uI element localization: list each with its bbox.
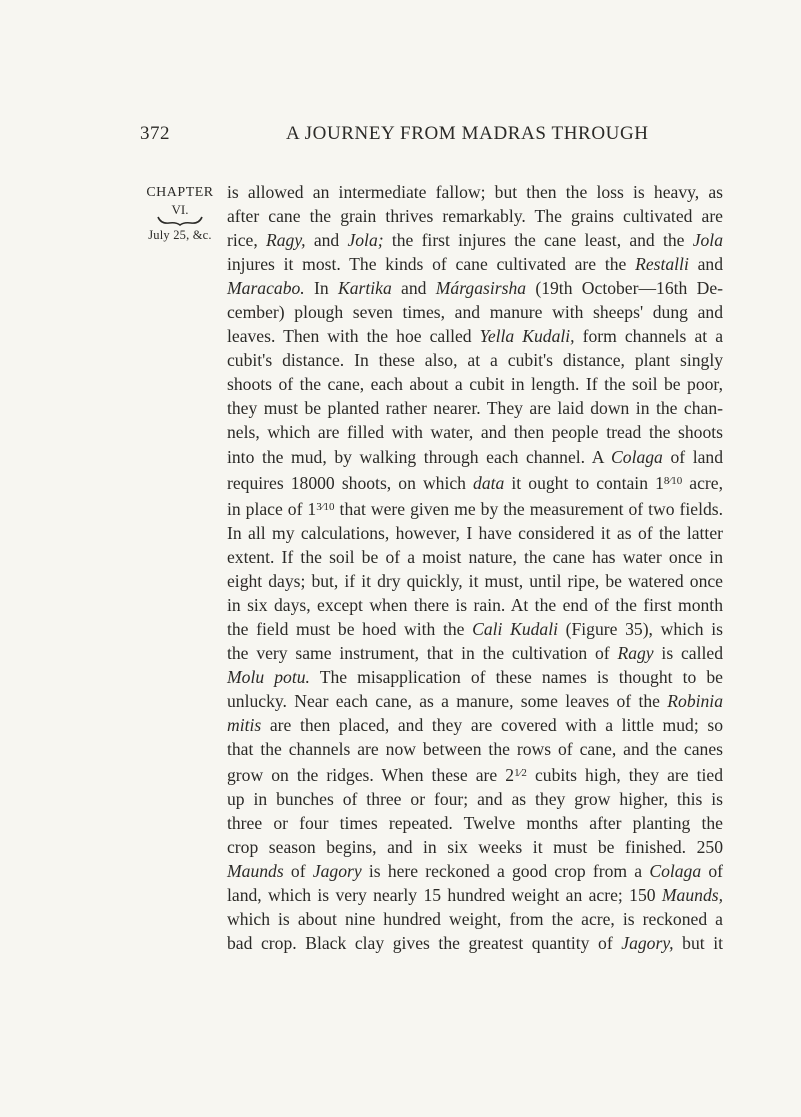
italic-text: Jola <box>692 230 723 251</box>
text-segment: unlucky. Near each cane, as a manure, some leaves of the <box>227 690 668 711</box>
italic-text: Colaga <box>649 861 702 882</box>
fraction: 3⁄10 <box>316 500 335 513</box>
text-line <box>227 300 723 324</box>
text-line <box>227 324 723 348</box>
text-segment: after cane the grain thrives remarkably. The grains cultivated are <box>227 206 723 227</box>
text-segment: eight days; but, if it dry quickly, it must, until ripe, be watered once <box>227 570 723 591</box>
text-line <box>227 931 723 955</box>
text-segment: and <box>391 278 436 299</box>
text-segment: extent. If the soil be of a moist nature, the cane has water once in <box>227 546 723 567</box>
italic-text: Yella Kudali, <box>479 326 575 347</box>
italic-text: Maunds, <box>661 885 723 906</box>
margin-chapter-number: VI. <box>171 202 189 217</box>
text-segment: (19th October—16th De- <box>526 278 724 299</box>
fraction: 8⁄10 <box>663 474 683 487</box>
text-line <box>227 907 723 931</box>
text-segment: the very same instrument, that in the cultivation of <box>227 642 618 663</box>
text-line <box>227 787 723 811</box>
body-text <box>227 180 723 956</box>
text-segment: of land <box>662 446 723 467</box>
italic-text: Jagory, <box>621 933 674 954</box>
text-segment: of <box>283 861 313 882</box>
text-line <box>227 228 723 252</box>
text-line <box>227 495 723 521</box>
italic-text: Maunds <box>227 861 284 882</box>
text-line <box>227 593 723 617</box>
text-line <box>227 761 723 787</box>
text-line <box>227 545 723 569</box>
italic-text: Maracabo. <box>227 278 305 299</box>
text-segment: rice, <box>227 230 266 251</box>
text-segment: that were given me by the measurement of two fields. <box>334 498 723 519</box>
text-segment: crop season begins, and in six weeks it must be finished. 250 <box>227 837 723 858</box>
text-segment: The misapplication of these names is thought to be <box>309 666 723 687</box>
text-line <box>227 617 723 641</box>
text-segment: shoots of the cane, each about a cubit in length. If the soil be poor, <box>227 374 723 395</box>
text-segment: form channels at a <box>574 326 724 347</box>
text-segment: In <box>304 278 338 299</box>
text-line <box>227 521 723 545</box>
italic-text: Ragy <box>617 642 654 663</box>
text-line <box>227 665 723 689</box>
text-line <box>227 469 723 495</box>
text-segment: injures it most. The kinds of cane cultivated are the <box>227 254 636 275</box>
text-segment: and <box>305 230 348 251</box>
text-line <box>227 569 723 593</box>
text-segment: (Figure 35), which is <box>558 618 723 639</box>
text-segment: in place of 1 <box>227 498 317 519</box>
text-line <box>227 252 723 276</box>
text-segment: they must be planted rather nearer. They are laid down in the chan- <box>227 398 723 419</box>
text-segment: it ought to contain 1 <box>504 472 664 493</box>
text-segment: leaves. Then with the hoe called <box>227 326 480 347</box>
text-segment: that the channels are now between the rows of cane, and the canes <box>227 739 723 760</box>
italic-text: Restalli <box>635 254 689 275</box>
text-segment: of <box>701 861 724 882</box>
text-segment: cember) plough seven times, and manure with sheeps' dung and <box>227 302 723 323</box>
text-segment: land, which is very nearly 15 hundred weight an acre; 150 <box>227 885 662 906</box>
text-line <box>227 811 723 835</box>
text-segment: nels, which are filled with water, and then people tread the shoots <box>227 422 723 443</box>
text-segment: into the mud, by walking through each channel. A <box>227 446 612 467</box>
text-segment: cubit's distance. In these also, at a cubit's distance, plant singly <box>227 350 723 371</box>
text-segment: up in bunches of three or four; and as they grow higher, this is <box>227 789 723 810</box>
text-line <box>227 396 723 420</box>
italic-text: Cali Kudali <box>472 618 558 639</box>
running-head: A JOURNEY FROM MADRAS THROUGH <box>286 123 649 144</box>
text-segment: requires 18000 shoots, on which <box>227 472 474 493</box>
text-segment: grow on the ridges. When these are 2 <box>227 765 515 786</box>
text-segment: cubits high, they are tied <box>526 765 723 786</box>
text-line <box>227 348 723 372</box>
text-segment: but it <box>673 933 723 954</box>
text-line <box>227 204 723 228</box>
margin-note <box>140 185 220 243</box>
italic-text: Kartika <box>337 278 392 299</box>
italic-text: mitis <box>227 715 262 736</box>
text-line <box>227 689 723 713</box>
italic-text: Robinia <box>667 690 723 711</box>
page-number: 372 <box>140 123 170 144</box>
text-segment: and <box>688 254 723 275</box>
text-line <box>227 713 723 737</box>
italic-text: Molu potu. <box>227 666 310 687</box>
text-line <box>227 859 723 883</box>
text-segment: which is about nine hundred weight, from the acre, is reckoned a <box>227 909 723 930</box>
text-segment: bad crop. Black clay gives the greatest quantity of <box>227 933 622 954</box>
text-segment: in six days, except when there is rain. At the end of the first month <box>227 594 723 615</box>
text-line <box>227 420 723 444</box>
margin-chapter-label: CHAPTER <box>146 185 214 200</box>
text-segment: the field must be hoed with the <box>227 618 473 639</box>
italic-text: Colaga <box>611 446 663 467</box>
text-segment: In all my calculations, however, I have considered it as of the latter <box>227 522 723 543</box>
text-line <box>227 641 723 665</box>
italic-text: Márgasirsha <box>435 278 527 299</box>
text-line <box>227 835 723 859</box>
text-line <box>227 445 723 469</box>
page-header <box>140 123 660 153</box>
text-line <box>227 180 723 204</box>
fraction: 1⁄2 <box>514 767 527 780</box>
margin-date: July 25, &c. <box>148 228 212 242</box>
italic-text: Jola; <box>347 230 384 251</box>
text-segment: acre, <box>682 472 723 493</box>
italic-text: Jagory <box>312 861 362 882</box>
text-segment: three or four times repeated. Twelve months after planting the <box>227 813 723 834</box>
text-segment: is allowed an intermediate fallow; but then the loss is heavy, as <box>227 182 723 202</box>
text-line <box>227 883 723 907</box>
text-segment: the first injures the cane least, and the <box>383 230 693 251</box>
text-line <box>227 372 723 396</box>
italic-text: data <box>473 472 505 493</box>
text-line <box>227 276 723 300</box>
text-segment: is here reckoned a good crop from a <box>361 861 650 882</box>
text-segment: are then placed, and they are covered with a little mud; so <box>261 715 723 736</box>
text-segment: is called <box>653 642 723 663</box>
text-line <box>227 737 723 761</box>
italic-text: Ragy, <box>266 230 306 251</box>
